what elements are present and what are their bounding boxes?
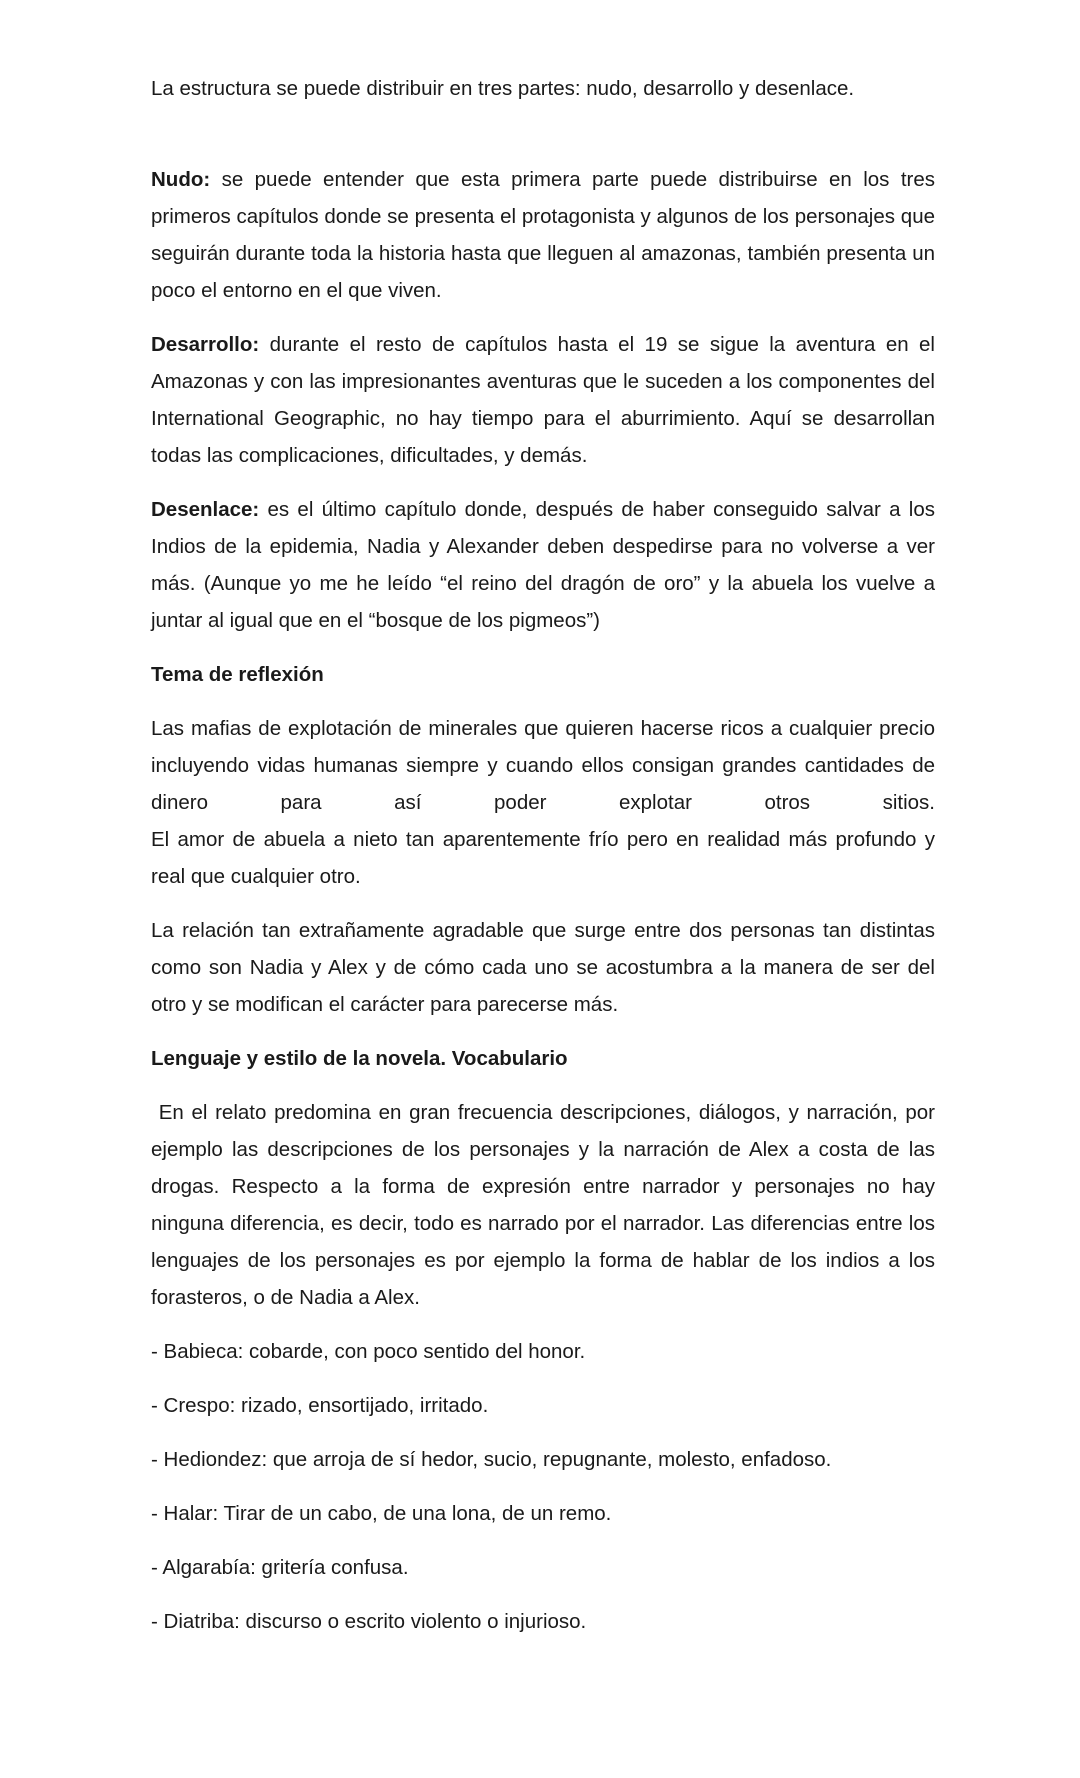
reflection-paragraph-1 xyxy=(151,710,935,895)
reflection-text-1b: El amor de abuela a nieto tan aparentemente frío pero en realidad más profundo y real que cualquier otro. xyxy=(151,828,935,888)
desenlace-text: es el último capítulo donde, después de haber conseguido salvar a los Indios de la epidemia, Nadia y Alexander deben despedirse para no volverse a ver más. (Aunque yo me he leído “el reino del dragón de oro” y la abuela los vuelve a juntar al igual que en el “bosque de los pigmeos”) xyxy=(151,498,935,632)
reflection-text-1a: Las mafias de explotación de minerales que quieren hacerse ricos a cualquier precio incluyendo vidas humanas siempre y cuando ellos consigan grandes cantidades de dinero para así poder explotar otros sitios. xyxy=(151,717,935,814)
desenlace-paragraph xyxy=(151,491,935,639)
document-body xyxy=(151,161,941,1657)
nudo-label: Nudo: xyxy=(151,168,211,191)
vocab-item: - Halar: Tirar de un cabo, de una lona, de un remo. xyxy=(151,1502,612,1525)
nudo-paragraph xyxy=(151,161,935,309)
vocab-item: - Crespo: rizado, ensortijado, irritado. xyxy=(151,1394,489,1417)
nudo-text: se puede entender que esta primera parte puede distribuirse en los tres primeros capítulos donde se presenta el protagonista y algunos de los personajes que seguirán durante toda la historia hasta que lleguen al amazonas, también presenta un poco el entorno en el que viven. xyxy=(151,168,935,302)
reflection-paragraph-2: La relación tan extrañamente agradable que surge entre dos personas tan distintas como son Nadia y Alex y de cómo cada uno se acostumbra a la manera de ser del otro y se modifican el carácter para parecerse más. xyxy=(151,919,935,1016)
desarrollo-label: Desarrollo: xyxy=(151,333,260,356)
desenlace-label: Desenlace: xyxy=(151,498,260,521)
language-paragraph: En el relato predomina en gran frecuencia descripciones, diálogos, y narración, por ejemplo las descripciones de los personajes y la narración de Alex a costa de las drogas. Respecto a la forma de expresión entre narrador y personajes no hay ninguna diferencia, es decir, todo es narrado por el narrador. Las diferencias entre los lenguajes de los personajes es por ejemplo la forma de hablar de los indios a los forasteros, o de Nadia a Alex. xyxy=(151,1101,941,1309)
vocab-item: - Algarabía: gritería confusa. xyxy=(151,1556,409,1579)
language-heading: Lenguaje y estilo de la novela. Vocabulario xyxy=(151,1047,568,1070)
vocab-item: - Babieca: cobarde, con poco sentido del honor. xyxy=(151,1340,586,1363)
desarrollo-paragraph xyxy=(151,326,935,474)
reflection-heading: Tema de reflexión xyxy=(151,663,324,686)
desarrollo-text: durante el resto de capítulos hasta el 19 se sigue la aventura en el Amazonas y con las impresionantes aventuras que le suceden a los componentes del International Geographic, no hay tiempo para el aburrimiento. Aquí se desarrollan todas las complicaciones, dificultades, y demás. xyxy=(151,333,935,467)
vocab-item: - Hediondez: que arroja de sí hedor, sucio, repugnante, molesto, enfadoso. xyxy=(151,1448,832,1471)
vocab-item: - Diatriba: discurso o escrito violento o injurioso. xyxy=(151,1610,587,1633)
intro-paragraph: La estructura se puede distribuir en tres partes: nudo, desarrollo y desenlace. xyxy=(151,77,855,100)
